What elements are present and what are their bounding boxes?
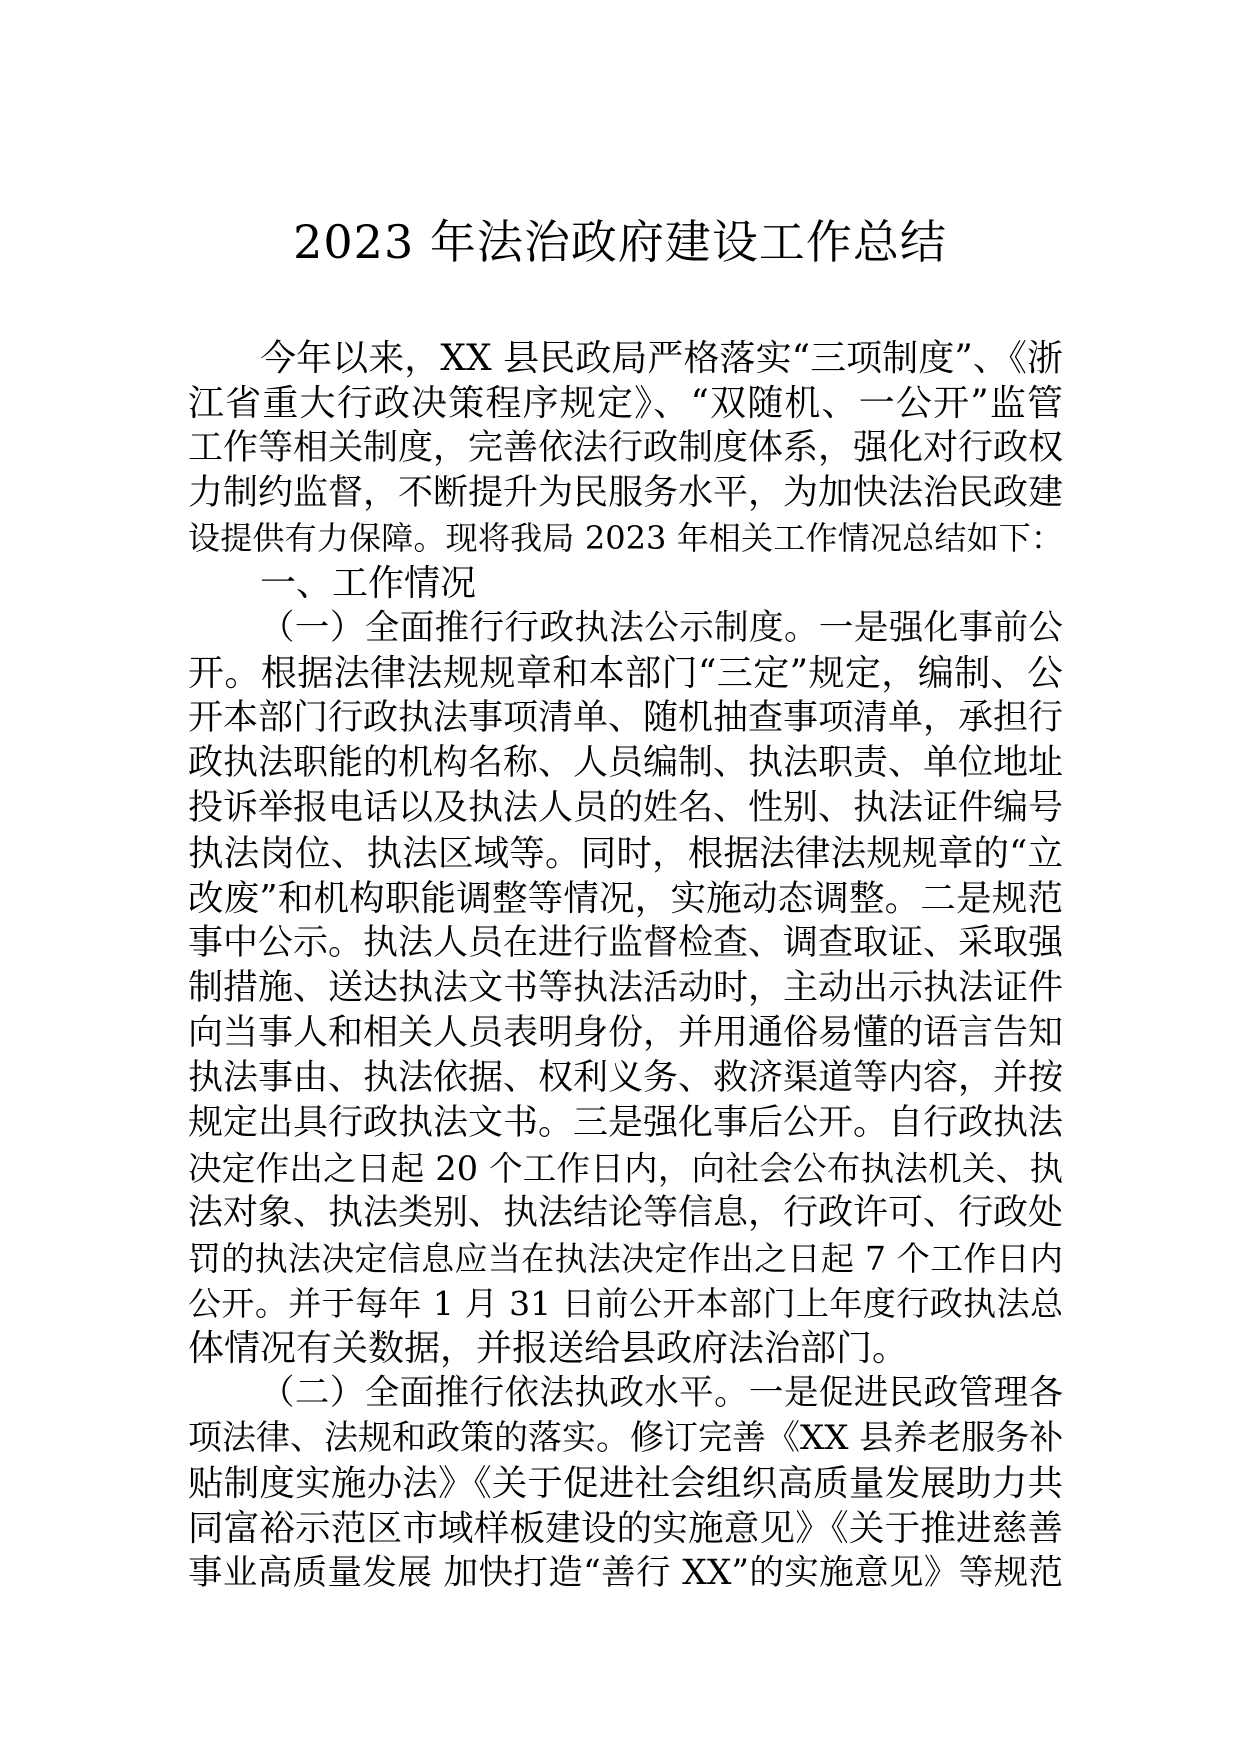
body-text-line: 同富裕示范区市域样板建设的实施意见》《关于推进慈善 (188, 1508, 1063, 1549)
body-text-line: 制措施、送达执法文书等执法活动时，主动出示执法证件 (188, 968, 1064, 1008)
body-text-line: 公开。并于每年 1 月 31 日前公开本部门上年度行政执法总 (188, 1284, 1063, 1323)
body-text-line: 事中公示。执法人员在进行监督检查、调查取证、采取强 (188, 923, 1064, 963)
body-text-line: 规定出具行政执法文书。三是强化事后公开。自行政执法 (188, 1103, 1064, 1143)
body-text-line: 执法岗位、执法区域等。同时，根据法律法规规章的“立 (188, 833, 1063, 874)
body-text-line: 设提供有力保障。现将我局 2023 年相关工作情况总结如下： (188, 519, 1063, 557)
body-text-line: （二）全面推行依法执政水平。一是促进民政管理各 (260, 1373, 1063, 1413)
body-text-line: 罚的执法决定信息应当在执法决定作出之日起 7 个工作日内 (188, 1239, 1063, 1278)
body-text-line: 政执法职能的机构名称、人员编制、执法职责、单位地址 (188, 743, 1064, 783)
document-body (188, 336, 1063, 1596)
body-text-line: 执法事由、执法依据、权利义务、救济渠道等内容，并按 (188, 1058, 1064, 1098)
body-text-line: 一、工作情况 (260, 563, 477, 604)
body-text-line: 投诉举报电话以及执法人员的姓名、性别、执法证件编号 (188, 788, 1064, 828)
body-text-line: 开。根据法律法规规章和本部门“三定”规定，编制、公 (188, 653, 1063, 694)
body-text-line: 事业高质量发展 加快打造“善行 XX”的实施意见》等规范 (188, 1553, 1063, 1593)
document-title: 2023 年法治政府建设工作总结 (293, 215, 947, 269)
body-text-line: 开本部门行政执法事项清单、随机抽查事项清单，承担行 (188, 698, 1064, 738)
body-text-line: 向当事人和相关人员表明身份，并用通俗易懂的语言告知 (188, 1013, 1064, 1053)
body-text-line: 力制约监督，不断提升为民服务水平，为加快法治民政建 (188, 473, 1064, 513)
body-text-line: 贴制度实施办法》《关于促进社会组织高质量发展助力共 (188, 1463, 1063, 1504)
body-text-line: 体情况有关数据，并报送给县政府法治部门。 (188, 1328, 909, 1369)
body-text-line: 项法律、法规和政策的落实。修订完善《XX 县养老服务补 (188, 1418, 1064, 1458)
body-text-line: 改废”和机构职能调整等情况，实施动态调整。二是规范 (188, 878, 1063, 919)
body-text-line: 江省重大行政决策程序规定》、“双随机、一公开”监管 (188, 383, 1063, 424)
body-text-line: （一）全面推行行政执法公示制度。一是强化事前公 (260, 608, 1063, 648)
body-text-line: 法对象、执法类别、执法结论等信息，行政许可、行政处 (188, 1193, 1064, 1233)
body-text-line: 决定作出之日起 20 个工作日内，向社会公布执法机关、执 (188, 1149, 1063, 1188)
body-text-line: 工作等相关制度，完善依法行政制度体系，强化对行政权 (188, 428, 1064, 468)
body-text-line: 今年以来，XX 县民政局严格落实“三项制度”、《浙 (260, 338, 1063, 379)
